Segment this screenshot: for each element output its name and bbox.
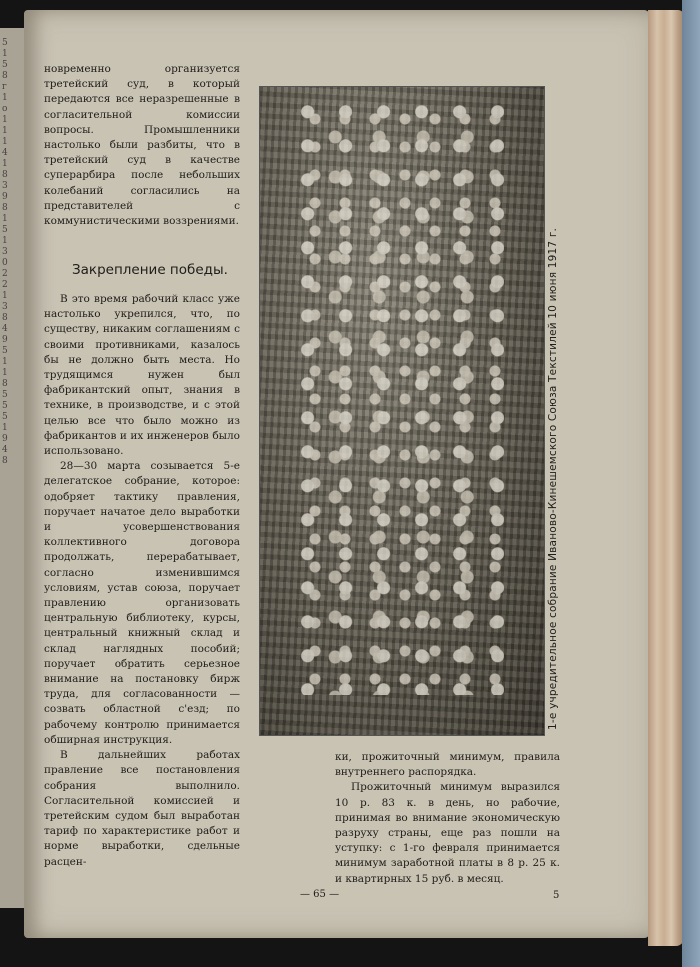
photo-crowd <box>300 105 504 695</box>
left-column-middle <box>44 292 240 870</box>
facing-page-text: 5 1 5 8 г 1 о 1 1 1 4 1 8 3 9 8 1 5 1 3 0 2 2 1 3 8 4 9 5 1 1 8 5 5 5 1 9 4 8 <box>2 38 8 466</box>
paragraph-3: 28—30 марта созывается 5-е делегатское собрание, которое: одобряет тактику правления, поручает начатое дело выработки и усовершенствования коллективного договора продолжать, перерабатывает, согласно изменившимся условиям, устав союза, поручает правлению организовать центральную библиотеку, курсы, центральный книжный склад и склад наглядных пособий; поручает обратить серьезное внимание на постановку бирж труда, для согласованности — созвать областной с'езд; по рабочему контролю принимается обширная инструкция. <box>44 460 240 746</box>
paragraph-4: В дальнейших работах правление все постановления собрания выполнило. Согласительной комиссией и третейским судом был выработан тариф по характеристике работ и норме выработки, сдельные расцен- <box>44 749 240 868</box>
left-column-top <box>44 62 240 229</box>
page-edges <box>648 10 684 946</box>
paragraph-minimum: Прожиточный минимум выразился 10 р. 83 к. в день, но рабочие, принимая во внимание экономическую разруху страны, еще раз пошли на уступку: с 1-го февраля принимается минимум заработной платы в 8 р. 25 к. и квартирных 15 руб. в месяц. <box>335 781 560 885</box>
signature-mark: 5 <box>553 890 560 901</box>
right-column-bottom <box>335 750 560 887</box>
background-edge <box>682 0 700 967</box>
paragraph-tail: ки, прожиточный минимум, правила внутреннего распорядка. <box>335 751 560 779</box>
paragraph-1: новременно организуется третейский суд, в который передаются все неразрешенные в согласительной комиссии вопросы. Промышленники настолько были разбиты, что в третейский суд в качестве суперарбира после небольших колебаний согласились на представителей с коммунистическими воззрениями. <box>44 63 240 228</box>
section-heading: Закрепление победы. <box>72 262 228 278</box>
facing-page-margin <box>0 28 26 908</box>
group-photograph <box>259 86 545 736</box>
paragraph-2: В это время рабочий класс уже настолько укрепился, что, по существу, никаким соглашениям с своими противниками, казалось бы не должно быть места. Но трудящимся нужен был фабрикантский опыт, знания в технике, в производстве, и с этой целью все что было можно из фабрикантов и их инженеров было использовано. <box>44 293 240 458</box>
page-number: — 65 — <box>300 889 340 900</box>
photo-caption: 1-е учредительное собрание Иваново-Кинешемского Союза Текстилей 10 июня 1917 г. <box>547 227 559 730</box>
